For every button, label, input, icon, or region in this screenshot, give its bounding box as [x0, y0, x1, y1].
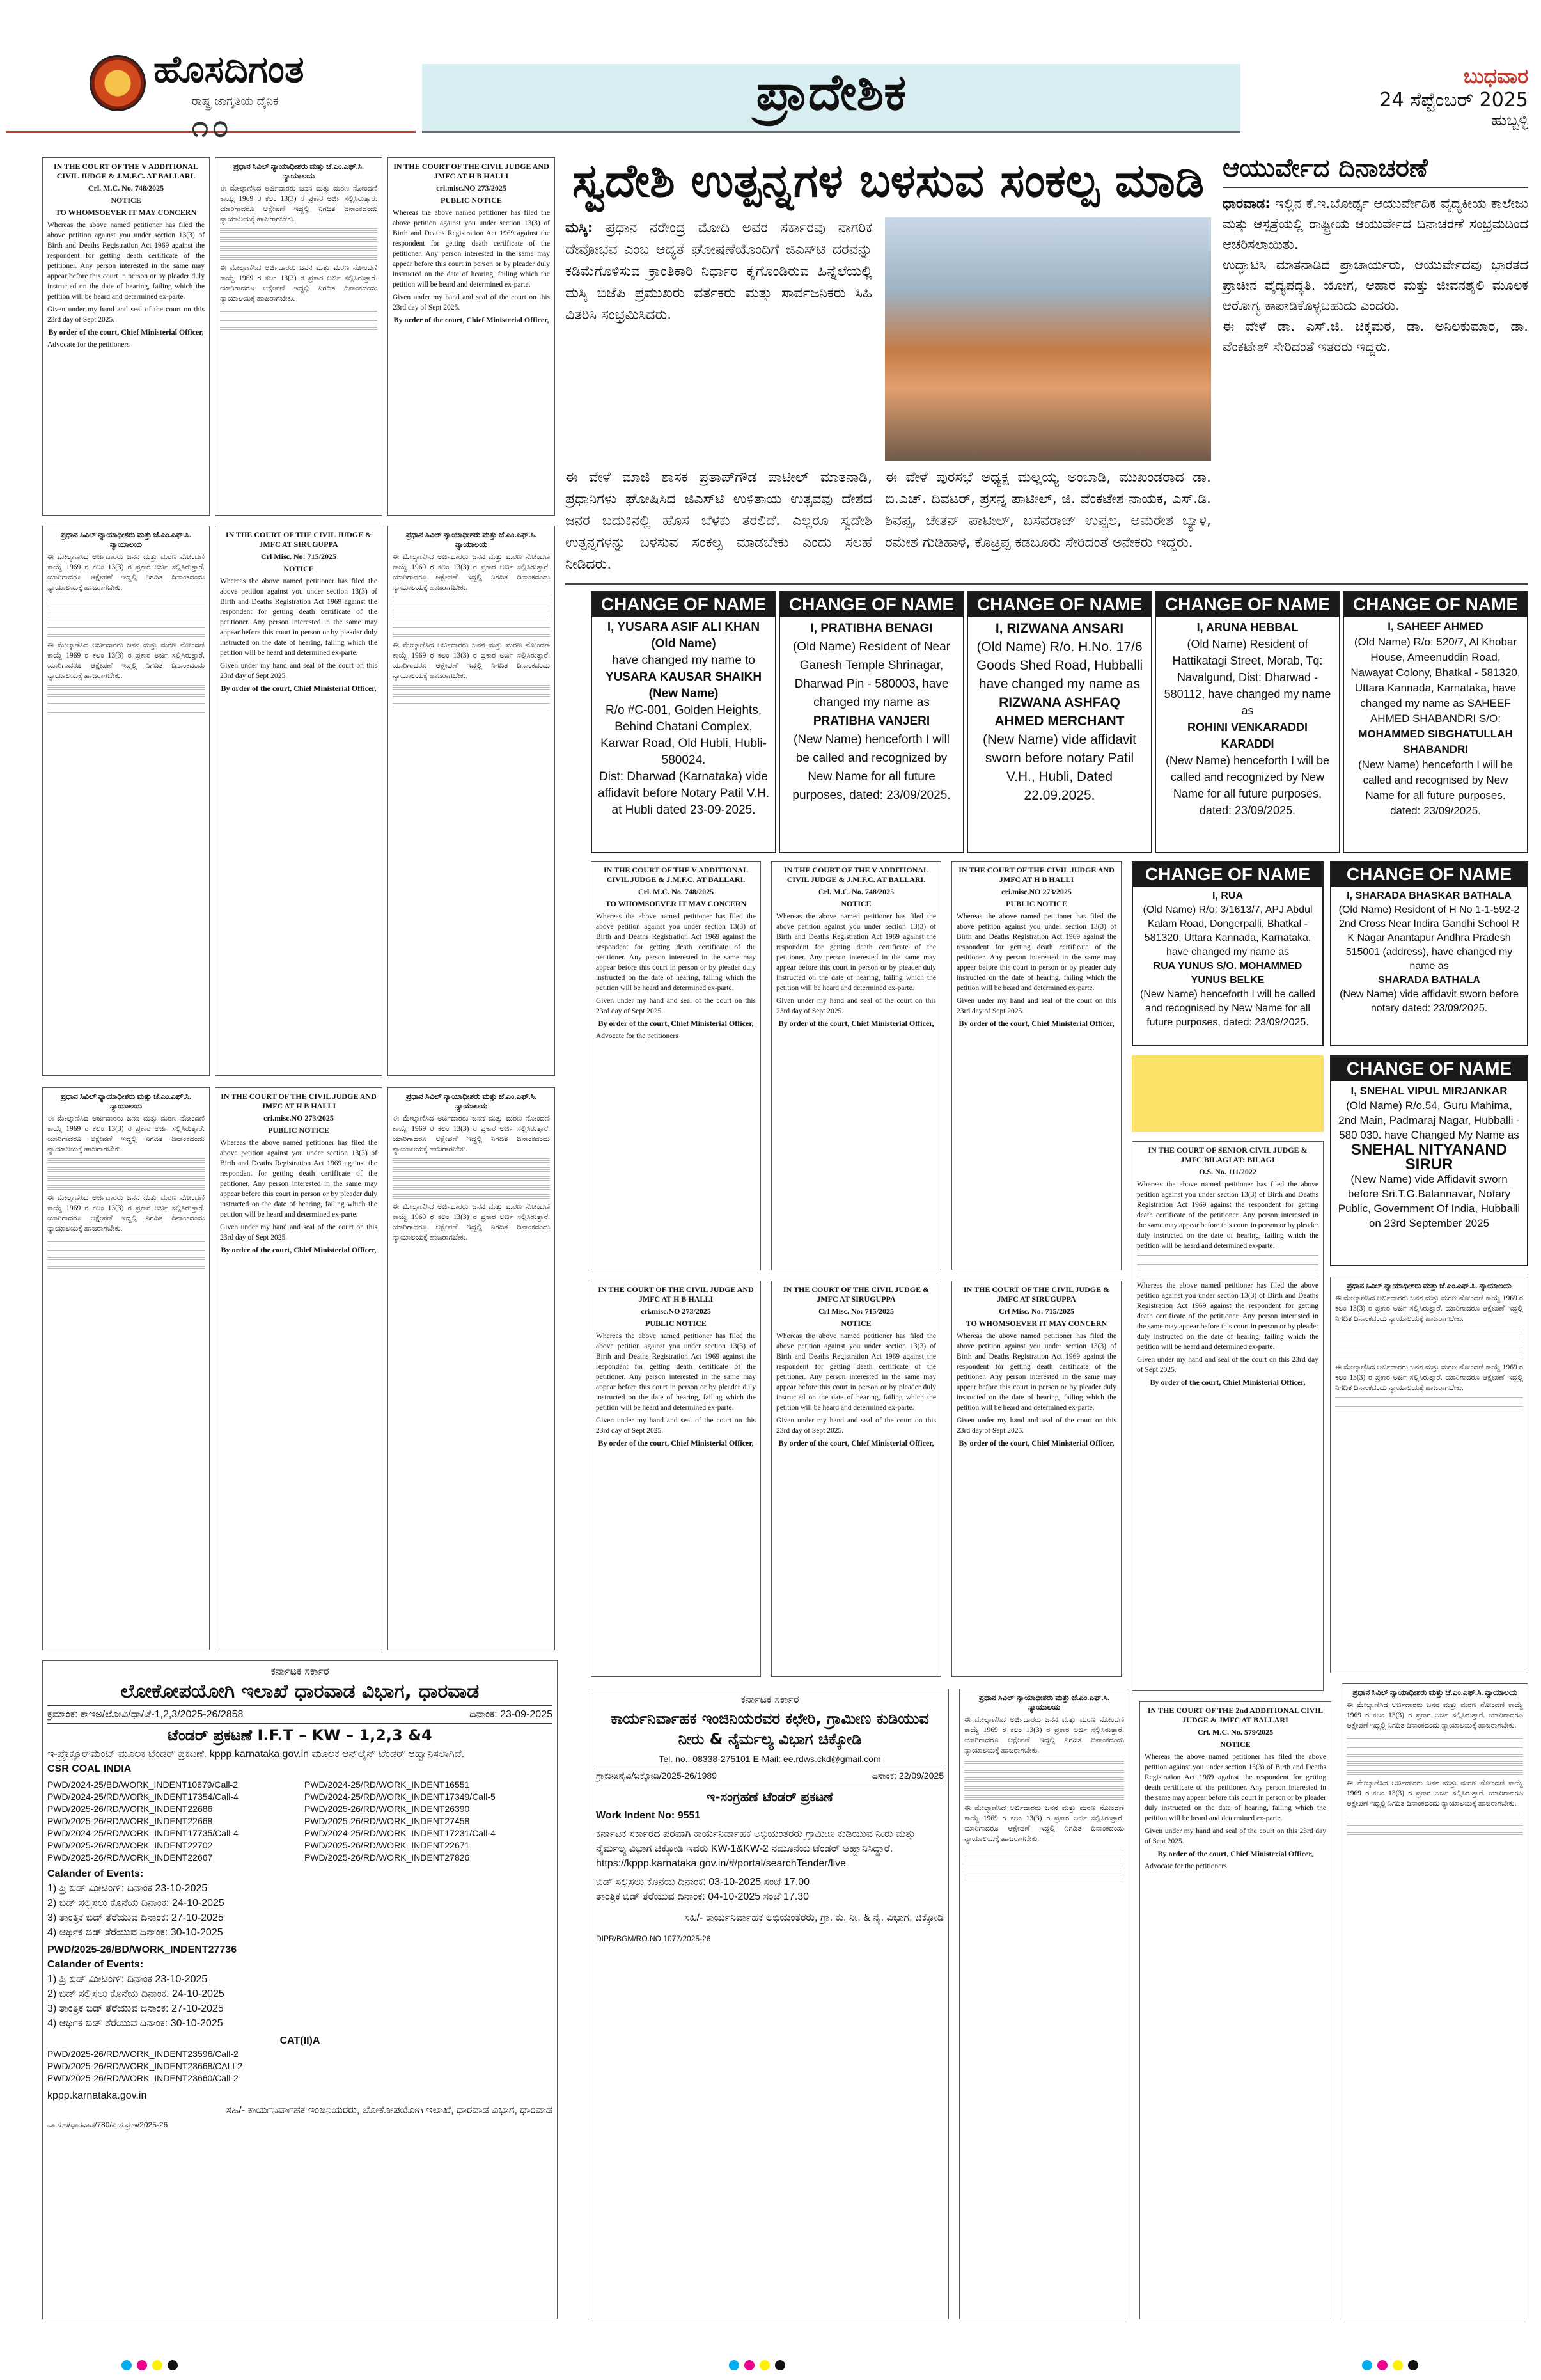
change-of-name-ad [1330, 1055, 1528, 1266]
indent-item: PWD/2024-25/RD/WORK_INDENT17735/Call-4 [47, 1828, 239, 1838]
ad-body [1156, 617, 1339, 821]
notice-given: Given under my hand and seal of the court on this 23rd day of Sept 2025. [220, 1224, 377, 1241]
notice-signatory: By order of the court, Chief Ministerial Officer, [1150, 1378, 1306, 1387]
edition-number: ೧೦ [192, 109, 233, 143]
notice-heading: IN THE COURT OF THE 2nd ADDITIONAL CIVIL JUDGE & JMFC AT BALLARI [1147, 1706, 1324, 1724]
notice-given: Given under my hand and seal of the court on this 23rd day of Sept 2025. [393, 294, 550, 311]
notice-heading: ಪ್ರಧಾನ ಸಿವಿಲ್ ನ್ಯಾಯಾಧೀಶರು ಮತ್ತು ಜೆ.ಎಂ.ಎಫ್.ಸಿ. ನ್ಯಾಯಾಲಯ [60, 530, 192, 549]
notice-heading: IN THE COURT OF THE CIVIL JUDGE & JMFC AT SIRUGUPPA [963, 1285, 1110, 1304]
court-notice-kannada [1330, 1277, 1528, 1673]
notice-signatory: By order of the court, Chief Ministerial Officer, [598, 1019, 754, 1028]
ad-line: (New Name) henceforth I will be called and recognised by New Name for all future purposes, dated: 23/09/2025. [1140, 989, 1315, 1028]
ad-line: (New Name) henceforth I will be called and recognized by New Name for all future purposes, dated: 23/09/2025. [1165, 754, 1330, 817]
dateline [1253, 64, 1528, 129]
notice-heading: IN THE COURT OF THE V ADDITIONAL CIVIL JUDGE & J.M.F.C. AT BALLARI. [53, 162, 199, 180]
brand-name: ಹೊಸದಿಗಂತ [153, 47, 304, 91]
indent-item: PWD/2025-26/RD/WORK_INDENT26390 [304, 1804, 470, 1814]
ad-line: I, RUA [1212, 890, 1243, 901]
notice-body: ಈ ಮೇಲ್ಕಾಣಿಸಿದ ಅರ್ಜಿದಾರರು ಜನನ ಮತ್ತು ಮರಣ ನೋಂದಣಿ ಕಾಯ್ದೆ 1969 ರ ಕಲಂ 13(3) ರ ಪ್ರಕಾರ ಅರ್ಜಿ ಸಲ್ಲಿಸಿರುತ್ತಾರೆ. ಯಾರಿಗಾದರೂ ಆಕ್ಷೇಪಣೆ ಇದ್ದಲ್ಲಿ ನಿಗದಿತ ದಿನಾಂಕದಂದು ನ್ಯಾಯಾಲಯಕ್ಕೆ ಹಾಜರಾಗಬೇಕು. [964, 1804, 1124, 1843]
notice-body: ಈ ಮೇಲ್ಕಾಣಿಸಿದ ಅರ್ಜಿದಾರರು ಜನನ ಮತ್ತು ಮರಣ ನೋಂದಣಿ ಕಾಯ್ದೆ 1969 ರ ಕಲಂ 13(3) ರ ಪ್ರಕಾರ ಅರ್ಜಿ ಸಲ್ಲಿಸಿರುತ್ತಾರೆ. ಯಾರಿಗಾದರೂ ಆಕ್ಷೇಪಣೆ ಇದ್ದಲ್ಲಿ ನಿಗದಿತ ದಿನಾಂಕದಂದು ನ್ಯಾಯಾಲಯಕ್ಕೆ ಹಾಜರಾಗಬೇಕು. [1335, 1364, 1523, 1392]
side-dateline: ಧಾರವಾಡ: [1223, 196, 1271, 211]
notice-heading: IN THE COURT OF THE CIVIL JUDGE AND JMFC AT H B HALLI [393, 162, 549, 180]
notice-body: Whereas the above named petitioner has filed the above petition against you under section 13(3) of Birth and Deaths Registration Act 1969 against the respondent for getting death certificate of the petitioner. Any person interested in the same may appear before this court in person or by pleader duly instructed on the date of hearing, failing which the petition will be heard and determined ex-parte. [957, 1332, 1116, 1412]
indent-item: PWD/2025-26/RD/WORK_INDENT23596/Call-2 [47, 2049, 239, 2059]
tender-signature: ಸಹಿ/- ಕಾರ್ಯನಿರ್ವಾಹಕ ಅಭಿಯಂತರರು, ಗ್ರಾ. ಕು. ನೀ. & ನೈ. ವಿಭಾಗ, ಚಿಕ್ಕೋಡಿ [684, 1912, 944, 1923]
notice-given: Given under my hand and seal of the court on this 23rd day of Sept 2025. [596, 1417, 756, 1435]
side-article-body [1223, 193, 1528, 255]
change-of-name-ad [1330, 861, 1528, 1046]
ad-line: (New Name) vide affidavit sworn before notary Patil V.H., Hubli, Dated 22.09.2025. [982, 732, 1137, 803]
indent-item: PWD/2025-26/RD/WORK_INDENT23660/Call-2 [47, 2073, 239, 2083]
ad-body [1331, 887, 1527, 1018]
tender-intro: ಇ-ಪ್ರೊಕ್ಯೂರ್‌ಮೆಂಟ್ ಮೂಲಕ ಟೆಂಡರ್ ಪ್ರಕಟಣೆ. kppp.karnataka.gov.in ಮೂಲಕ ಆನ್‌ಲೈನ್ ಟೆಂಡರ್ ಆಹ್ವಾನಿಸಲಾಗಿದೆ. [47, 1749, 465, 1760]
notice-given: Given under my hand and seal of the court on this 23rd day of Sept 2025. [1137, 1356, 1318, 1374]
yellow-filler-block [1132, 1055, 1324, 1132]
third-category: CAT(II)A [279, 2035, 320, 2046]
print-registration-marks [729, 2360, 785, 2370]
court-notice [1132, 1141, 1324, 1691]
tender-dipr: DIPR/BGM/RO.NO 1077/2025-26 [596, 1934, 711, 1943]
ad-heading: CHANGE OF NAME [780, 592, 963, 617]
ad-line: (New Name) henceforth I will be called and recognized by New Name for all future purposes, dated: 23/09/2025. [792, 733, 951, 802]
notice-body: ಈ ಮೇಲ್ಕಾಣಿಸಿದ ಅರ್ಜಿದಾರರು ಜನನ ಮತ್ತು ಮರಣ ನೋಂದಣಿ ಕಾಯ್ದೆ 1969 ರ ಕಲಂ 13(3) ರ ಪ್ರಕಾರ ಅರ್ಜಿ ಸಲ್ಲಿಸಿರುತ್ತಾರೆ. ಯಾರಿಗಾದರೂ ಆಕ್ಷೇಪಣೆ ಇದ್ದಲ್ಲಿ ನಿಗದಿತ ದಿನಾಂಕದಂದು ನ್ಯಾಯಾಲಯಕ್ಕೆ ಹಾಜರಾಗಬೇಕು. [1335, 1295, 1523, 1323]
issue-date: 24 ಸೆಪ್ಟೆಂಬರ್ 2025 [1379, 89, 1528, 111]
notice-body: Whereas the above named petitioner has filed the above petition against you under section 13(3) of Birth and Deaths Registration Act 1969 against the respondent for getting death certificate of the petitioner. Any person interested in the same may appear before this court in person or by pleader duly instructed on the date of hearing, failing which the petition will be heard and determined ex-parte. [220, 1139, 377, 1218]
notice-body: Whereas the above named petitioner has filed the above petition against you under section 13(3) of Birth and Deaths Registration Act 1969 against the respondent for getting death certificate of the petitioner. Any person interested in the same may appear before this court in person or by pleader duly instructed on the date of hearing, failing which the petition will be heard and determined ex-parte. [776, 913, 936, 992]
court-notice [951, 861, 1122, 1270]
indent-list [47, 1779, 552, 1864]
ad-line: I, RIZWANA ANSARI [995, 621, 1124, 636]
notice-signatory: By order of the court, Chief Ministerial Officer, [958, 1019, 1115, 1028]
notice-signatory: By order of the court, Chief Ministerial Officer, [958, 1438, 1115, 1447]
tender-deadline: ತಾಂತ್ರಿಕ ಬಿಡ್ ತೆರೆಯುವ ದಿನಾಂಕ: 04-10-2025 ಸಂಜೆ 17.30 [596, 1891, 810, 1902]
change-of-name-ad [591, 591, 776, 853]
ad-heading: CHANGE OF NAME [1156, 592, 1339, 617]
ad-heading: CHANGE OF NAME [592, 592, 775, 617]
ad-line: ROHINI VENKARADDI KARADDI [1187, 721, 1308, 750]
event-list [47, 1972, 552, 2031]
notice-label: PUBLIC NOTICE [1006, 899, 1067, 908]
event-item: 3) ತಾಂತ್ರಿಕ ಬಿಡ್ ತೆರೆಯುವ ದಿನಾಂಕ: 27-10-2025 [47, 2003, 224, 2014]
notice-heading: ಪ್ರಧಾನ ಸಿವಿಲ್ ನ್ಯಾಯಾಧೀಶರು ಮತ್ತು ಜೆ.ಎಂ.ಎಫ್.ಸಿ. ನ್ಯಾಯಾಲಯ [405, 1092, 537, 1110]
notice-body: ಈ ಮೇಲ್ಕಾಣಿಸಿದ ಅರ್ಜಿದಾರರು ಜನನ ಮತ್ತು ಮರಣ ನೋಂದಣಿ ಕಾಯ್ದೆ 1969 ರ ಕಲಂ 13(3) ರ ಪ್ರಕಾರ ಅರ್ಜಿ ಸಲ್ಲಿಸಿರುತ್ತಾರೆ. ಯಾರಿಗಾದರೂ ಆಕ್ಷೇಪಣೆ ಇದ್ದಲ್ಲಿ ನಿಗದಿತ ದಿನಾಂಕದಂದು ನ್ಯಾಯಾಲಯಕ್ಕೆ ಹಾಜರಾಗಬೇಕು. [964, 1716, 1124, 1754]
indent-item: PWD/2024-25/BD/WORK_INDENT10679/Call-2 [47, 1779, 238, 1790]
notice-case-number: Crl. M.C. No. 748/2025 [638, 887, 714, 896]
ad-heading: CHANGE OF NAME [1331, 862, 1527, 887]
notice-addressee: TO WHOMSOEVER IT MAY CONCERN [55, 208, 197, 217]
tender-signature: ಸಹಿ/- ಕಾರ್ಯನಿರ್ವಾಹಕ ಇಂಜಿನಿಯರರು, ಲೋಕೋಪಯೋಗಿ ಇಲಾಖೆ, ಧಾರವಾಡ ವಿಭಾಗ, ಧಾರವಾಡ [226, 2105, 552, 2116]
notice-given: Given under my hand and seal of the court on this 23rd day of Sept 2025. [957, 997, 1116, 1015]
indent-item: PWD/2024-25/RD/WORK_INDENT17349/Call-5 [304, 1792, 496, 1802]
notice-body: Whereas the above named petitioner has filed the above petition against you under section 13(3) of Birth and Deaths Registration Act 1969 against the respondent for getting death certificate of the petitioner. Any person interested in the same may appear before this court in person or by pleader duly instructed on the date of hearing, failing which the petition will be heard and determined ex-parte. [596, 913, 756, 992]
ad-line: SNEHAL NITYANAND SIRUR [1350, 1141, 1508, 1173]
notice-addressee: TO WHOMSOEVER IT MAY CONCERN [605, 899, 747, 908]
notice-heading: ಪ್ರಧಾನ ಸಿವಿಲ್ ನ್ಯಾಯಾಧೀಶರು ಮತ್ತು ಜೆ.ಎಂ.ಎಫ್.ಸಿ. ನ್ಯಾಯಾಲಯ [978, 1693, 1110, 1712]
court-notice-kannada [42, 1087, 210, 1650]
notice-heading: ಪ್ರಧಾನ ಸಿವಿಲ್ ನ್ಯಾಯಾಧೀಶರು ಮತ್ತು ಜೆ.ಎಂ.ಎಫ್.ಸಿ. ನ್ಯಾಯಾಲಯ [1347, 1281, 1512, 1290]
tender-title: ಕಾರ್ಯನಿರ್ವಾಹಕ ಇಂಜಿನಿಯರವರ ಕಛೇರಿ, ಗ್ರಾಮೀಣ ಕುಡಿಯುವ ನೀರು & ನೈರ್ಮಲ್ಯ ವಿಭಾಗ ಚಿಕ್ಕೋಡಿ [611, 1710, 929, 1748]
notice-body: ಈ ಮೇಲ್ಕಾಣಿಸಿದ ಅರ್ಜಿದಾರರು ಜನನ ಮತ್ತು ಮರಣ ನೋಂದಣಿ ಕಾಯ್ದೆ 1969 ರ ಕಲಂ 13(3) ರ ಪ್ರಕಾರ ಅರ್ಜಿ ಸಲ್ಲಿಸಿರುತ್ತಾರೆ. ಯಾರಿಗಾದರೂ ಆಕ್ಷೇಪಣೆ ಇದ್ದಲ್ಲಿ ನಿಗದಿತ ದಿನಾಂಕದಂದು ನ್ಯಾಯಾಲಯಕ್ಕೆ ಹಾಜರಾಗಬೇಕು. [1347, 1701, 1523, 1730]
notice-label: PUBLIC NOTICE [268, 1126, 329, 1135]
ad-line: (New Name) henceforth I will be called and recognised by New Name for all future purposes. dated: 23/09/2025. [1358, 759, 1513, 817]
indent-item: PWD/2025-26/RD/WORK_INDENT27458 [304, 1816, 470, 1826]
change-of-name-ad [1132, 861, 1324, 1046]
notice-heading: IN THE COURT OF THE CIVIL JUDGE AND JMFC AT H B HALLI [958, 865, 1115, 884]
magenta-mark-icon [1377, 2360, 1388, 2370]
court-notice [215, 526, 382, 1076]
notice-heading: ಪ್ರಧಾನ ಸಿವಿಲ್ ನ್ಯಾಯಾಧೀಶರು ಮತ್ತು ಜೆ.ಎಂ.ಎಫ್.ಸಿ. ನ್ಯಾಯಾಲಯ [1352, 1688, 1517, 1697]
notice-body: ಈ ಮೇಲ್ಕಾಣಿಸಿದ ಅರ್ಜಿದಾರರು ಜನನ ಮತ್ತು ಮರಣ ನೋಂದಣಿ ಕಾಯ್ದೆ 1969 ರ ಕಲಂ 13(3) ರ ಪ್ರಕಾರ ಅರ್ಜಿ ಸಲ್ಲಿಸಿರುತ್ತಾರೆ. ಯಾರಿಗಾದರೂ ಆಕ್ಷೇಪಣೆ ಇದ್ದಲ್ಲಿ ನಿಗದಿತ ದಿನಾಂಕದಂದು ನ್ಯಾಯಾಲಯಕ್ಕೆ ಹಾಜರಾಗಬೇಕು. [393, 1203, 550, 1241]
pwd-tender-notice [42, 1660, 558, 2319]
ad-heading: CHANGE OF NAME [1133, 862, 1322, 887]
ad-line: have changed my name to [612, 654, 755, 667]
notice-label: PUBLIC NOTICE [441, 196, 502, 205]
notice-given: Given under my hand and seal of the court on this 23rd day of Sept 2025. [776, 997, 936, 1015]
notice-heading: ಪ್ರಧಾನ ಸಿವಿಲ್ ನ್ಯಾಯಾಧೀಶರು ಮತ್ತು ಜೆ.ಎಂ.ಎಫ್.ಸಿ. ನ್ಯಾಯಾಲಯ [405, 530, 537, 549]
rdws-tender-notice [591, 1689, 949, 2319]
indent-item: PWD/2024-25/RD/WORK_INDENT16551 [304, 1779, 470, 1790]
notice-signatory: By order of the court, Chief Ministerial Officer, [221, 684, 377, 693]
ad-body [1344, 617, 1527, 821]
ad-line: MOHAMMED SIBGHATULLAH SHABANDRI [1358, 728, 1513, 755]
notice-advocate: Advocate for the petitioners [47, 341, 130, 349]
notice-given: Given under my hand and seal of the court on this 23rd day of Sept 2025. [776, 1417, 936, 1435]
ad-line: (Old Name) Resident of H No 1-1-592-2 2nd Cross Near Indira Gandhi School R K Nagar Anantapur Andhra Pradesh 515001 (address), have changed my name as [1338, 904, 1520, 972]
notice-label: PUBLIC NOTICE [645, 1319, 707, 1328]
change-of-name-ad [1155, 591, 1340, 853]
notice-body: ಈ ಮೇಲ್ಕಾಣಿಸಿದ ಅರ್ಜಿದಾರರು ಜನನ ಮತ್ತು ಮರಣ ನೋಂದಣಿ ಕಾಯ್ದೆ 1969 ರ ಕಲಂ 13(3) ರ ಪ್ರಕಾರ ಅರ್ಜಿ ಸಲ್ಲಿಸಿರುತ್ತಾರೆ. ಯಾರಿಗಾದರೂ ಆಕ್ಷೇಪಣೆ ಇದ್ದಲ್ಲಿ ನಿಗದಿತ ದಿನಾಂಕದಂದು ನ್ಯಾಯಾಲಯಕ್ಕೆ ಹಾಜರಾಗಬೇಕು. [47, 553, 205, 592]
notice-case-number: cri.misc.NO 273/2025 [436, 184, 506, 193]
notice-given: Given under my hand and seal of the court on this 23rd day of Sept 2025. [957, 1417, 1116, 1435]
indent-item: PWD/2025-26/RD/WORK_INDENT22671 [304, 1840, 470, 1850]
side-article [1223, 154, 1528, 576]
tender-ref: ಗ್ರಾಕುನೀನೈವಿ/ಚಿಕ್ಕೋಡಿ/2025-26/1989 [596, 1770, 717, 1781]
masthead [0, 0, 1541, 147]
ad-line: PRATIBHA VANJERI [813, 714, 930, 728]
ad-heading: CHANGE OF NAME [1344, 592, 1527, 617]
cyan-mark-icon [1362, 2360, 1372, 2370]
lead-article-body [565, 217, 872, 326]
event-item: 2) ಬಿಡ್ ಸಲ್ಲಿಸಲು ಕೊನೆಯ ದಿನಾಂಕ: 24-10-2025 [47, 1989, 224, 1999]
notice-signatory: By order of the court, Chief Ministerial Officer, [393, 315, 549, 324]
ad-body [968, 617, 1151, 807]
cyan-mark-icon [729, 2360, 739, 2370]
notice-body: Whereas the above named petitioner has filed the above petition against you under section 13(3) of Birth and Deaths Registration Act 1969 against the respondent for getting death certificate of the petitioner. Any person interested in the same may appear before this court in person or by pleader duly instructed on the date of hearing, failing which the petition will be heard and determined ex-parte. [1137, 1181, 1318, 1250]
indent-item: PWD/2025-26/RD/WORK_INDENT27826 [304, 1852, 470, 1863]
tender-government: ಕರ್ನಾಟಕ ಸರ್ಕಾರ [740, 1693, 799, 1705]
notice-signatory: By order of the court, Chief Ministerial Officer, [778, 1438, 934, 1447]
ad-line: I, SAHEEF AHMED [1388, 620, 1483, 633]
notice-body: Whereas the above named petitioner has filed the above petition against you under section 13(3) of Birth and Deaths Registration Act 1969 against the respondent for getting death certificate of the petitioner. Any person interested in the same may appear before this court in person or by pleader duly instructed on the date of hearing, failing which the petition will be heard and determined ex-parte. [47, 221, 205, 301]
tender-dipr: ವಾ.ಸ.ಇ/ಧಾರವಾಡ/780/ವಿ.ಸ.ಪ್ರ.ಇ/2025-26 [47, 2120, 168, 2129]
ad-line: YUSARA KAUSAR SHAIKH (New Name) [605, 670, 762, 700]
ad-line: (Old Name) R/o.54, Guru Mahima, 2nd Main, Padmaraj Nagar, Hubballi - 580 030. have Changed My Name as [1338, 1099, 1520, 1141]
notice-body: ಈ ಮೇಲ್ಕಾಣಿಸಿದ ಅರ್ಜಿದಾರರು ಜನನ ಮತ್ತು ಮರಣ ನೋಂದಣಿ ಕಾಯ್ದೆ 1969 ರ ಕಲಂ 13(3) ರ ಪ್ರಕಾರ ಅರ್ಜಿ ಸಲ್ಲಿಸಿರುತ್ತಾರೆ. ಯಾರಿಗಾದರೂ ಆಕ್ಷೇಪಣೆ ಇದ್ದಲ್ಲಿ ನಿಗದಿತ ದಿನಾಂಕದಂದು ನ್ಯಾಯಾಲಯಕ್ಕೆ ಹಾಜರಾಗಬೇಕು. [47, 1194, 205, 1233]
event-item: 4) ಆರ್ಥಿಕ ಬಿಡ್ ತೆರೆಯುವ ದಿನಾಂಕ: 30-10-2025 [47, 2018, 223, 2029]
court-notice [215, 1087, 382, 1650]
calendar-heading: Calander of Events: [47, 1959, 144, 1970]
magenta-mark-icon [137, 2360, 147, 2370]
magenta-mark-icon [744, 2360, 755, 2370]
indent-item: PWD/2025-26/RD/WORK_INDENT22668 [47, 1816, 213, 1826]
lead-article-title: ಸ್ವದೇಶಿ ಉತ್ಪನ್ನಗಳ ಬಳಸುವ ಸಂಕಲ್ಪ ಮಾಡಿ [572, 154, 1205, 207]
ad-line: (Old Name) R/o: 520/7, Al Khobar House, Ameenuddin Road, Nawayat Colony, Bhatkal - 581320, Uttara Kannada, Karnataka, have changed my name as SAHEEF AHMED SHABANDRI S/O: [1350, 636, 1521, 725]
notice-case-number: Crl. M.C. No. 748/2025 [818, 887, 895, 896]
ad-line: Dist: Dharwad (Karnataka) vide affidavit before Notary Patil V.H. at Hubli dated 23-09-2025. [597, 770, 770, 817]
ad-line: RIZWANA ASHFAQ AHMED MERCHANT [994, 695, 1125, 729]
ad-line: (Old Name) R/o: 3/1613/7, APJ Abdul Kalam Road, Dongerpalli, Bhatkal - 581320, Uttara Kannada, Karnataka, have changed my name as [1143, 904, 1313, 958]
indent-item: PWD/2024-25/RD/WORK_INDENT17354/Call-4 [47, 1792, 239, 1802]
notice-heading: ಪ್ರಧಾನ ಸಿವಿಲ್ ನ್ಯಾಯಾಧೀಶರು ಮತ್ತು ಜೆ.ಎಂ.ಎಫ್.ಸಿ. ನ್ಯಾಯಾಲಯ [60, 1092, 192, 1110]
tender-date: ದಿನಾಂಕ: 22/09/2025 [872, 1770, 944, 1781]
court-notice [1139, 1701, 1331, 2319]
cyan-mark-icon [121, 2360, 132, 2370]
yellow-mark-icon [760, 2360, 770, 2370]
ad-body [1133, 887, 1322, 1032]
notice-body: ಈ ಮೇಲ್ಕಾಣಿಸಿದ ಅರ್ಜಿದಾರರು ಜನನ ಮತ್ತು ಮರಣ ನೋಂದಣಿ ಕಾಯ್ದೆ 1969 ರ ಕಲಂ 13(3) ರ ಪ್ರಕಾರ ಅರ್ಜಿ ಸಲ್ಲಿಸಿರುತ್ತಾರೆ. ಯಾರಿಗಾದರೂ ಆಕ್ಷೇಪಣೆ ಇದ್ದಲ್ಲಿ ನಿಗದಿತ ದಿನಾಂಕದಂದು ನ್ಯಾಯಾಲಯಕ್ಕೆ ಹಾಜರಾಗಬೇಕು. [47, 1115, 205, 1153]
ad-line: I, YUSARA ASIF ALI KHAN (Old Name) [607, 620, 760, 650]
court-notice-kannada [387, 526, 555, 1076]
side-paragraph: ಇಲ್ಲಿನ ಕೆ.ಇ.ಬೋರ್ಡ್ಸ ಆಯುರ್ವೇದಿಕ ವೈದ್ಯಕೀಯ ಕಾಲೇಜು ಮತ್ತು ಆಸ್ಪತ್ರೆಯಲ್ಲಿ ರಾಷ್ಟ್ರೀಯ ಆಯುರ್ವೇದ ದಿನಾಚರಣೆ ಸಂಭ್ರಮದಿಂದ ಆಚರಿಸಲಾಯಿತು. [1223, 196, 1528, 252]
court-notice-kannada [42, 526, 210, 1076]
notice-body: Whereas the above named petitioner has filed the above petition against you under section 13(3) of Birth and Deaths Registration Act 1969 against the respondent for getting death certificate of the petitioner. Any person interested in the same may appear before this court in person or by pleader duly instructed on the date of hearing, failing which the petition will be heard and determined ex-parte. [220, 578, 377, 657]
event-list [47, 1881, 552, 1940]
indent-item: PWD/2025-26/RD/WORK_INDENT22702 [47, 1840, 213, 1850]
notice-case-number: Crl Misc. No: 715/2025 [999, 1307, 1074, 1316]
notice-advocate: Advocate for the petitioners [596, 1032, 678, 1040]
notice-advocate: Advocate for the petitioners [1145, 1863, 1227, 1870]
notice-body: Whereas the above named petitioner has filed the above petition against you under section 13(3) of Birth and Deaths Registration Act 1969 against the respondent for getting death certificate of the petitioner. Any person interested in the same may appear before this court in person or by pleader duly instructed on the date of hearing, failing which the petition will be heard and determined ex-parte. [776, 1332, 936, 1412]
court-notice-kannada [959, 1689, 1129, 2319]
notice-label: NOTICE [1220, 1740, 1251, 1749]
lead-paragraph: ಪ್ರಧಾನ ನರೇಂದ್ರ ಮೋದಿ ಅವರ ಸರ್ಕಾರವು ನಾಗರಿಕ ದೇವೋಭವ ಎಂಬ ಆದ್ಯತೆ ಘೋಷಣೆಯೊಂದಿಗೆ ಜಿಎಸ್‌ಟಿ ದರವನ್ನು ಕಡಿಮೆಗೊಳಿಸುವ ಕ್ರಾಂತಿಕಾರಿ ನಿರ್ಧಾರ ಕೈಗೊಂಡಿರುವ ಹಿನ್ನೆಲೆಯಲ್ಲಿ ಮಸ್ಕಿ ಬಿಜೆಪಿ ಪ್ರಮುಖರು ವರ್ತಕರು ಮತ್ತು ಸಾರ್ವಜನಿಕರು ಸಿಹಿ ವಿತರಿಸಿ ಸಂಭ್ರಮಿಸಿದರು. [565, 220, 872, 323]
notice-body: ಈ ಮೇಲ್ಕಾಣಿಸಿದ ಅರ್ಜಿದಾರರು ಜನನ ಮತ್ತು ಮರಣ ನೋಂದಣಿ ಕಾಯ್ದೆ 1969 ರ ಕಲಂ 13(3) ರ ಪ್ರಕಾರ ಅರ್ಜಿ ಸಲ್ಲಿಸಿರುತ್ತಾರೆ. ಯಾರಿಗಾದರೂ ಆಕ್ಷೇಪಣೆ ಇದ್ದಲ್ಲಿ ನಿಗದಿತ ದಿನಾಂಕದಂದು ನ್ಯಾಯಾಲಯಕ್ಕೆ ಹಾಜರಾಗಬೇಕು. [393, 553, 550, 592]
indent-item: PWD/2024-25/RD/WORK_INDENT17231/Call-4 [304, 1828, 496, 1838]
notice-case-number: Crl. M.C. No. 579/2025 [1197, 1728, 1274, 1737]
change-of-name-ad [1343, 591, 1528, 853]
tender-date: ದಿನಾಂಕ: 23-09-2025 [469, 1709, 552, 1720]
yellow-mark-icon [1393, 2360, 1403, 2370]
section-divider [565, 583, 1528, 585]
tender-heading: ಟೆಂಡರ್ ಪ್ರಕಟಣೆ I.F.T – KW – 1,2,3 &4 [168, 1726, 432, 1744]
ad-heading: CHANGE OF NAME [968, 592, 1151, 617]
notice-given: Given under my hand and seal of the court on this 23rd day of Sept 2025. [1145, 1827, 1326, 1845]
notice-signatory: By order of the court, Chief Ministerial Officer, [221, 1245, 377, 1254]
ad-line: I, SHARADA BHASKAR BATHALA [1347, 890, 1512, 901]
notice-label: NOTICE [841, 899, 872, 908]
notice-label: NOTICE [841, 1319, 872, 1328]
notice-body: Whereas the above named petitioner has filed the above petition against you under section 13(3) of Birth and Deaths Registration Act 1969 against the respondent for getting death certificate of the petitioner. Any person interested in the same may appear before this court in person or by pleader duly instructed on the date of hearing, failing which the petition will be heard and determined ex-parte. [1137, 1282, 1318, 1351]
tender-government: ಕರ್ನಾಟಕ ಸರ್ಕಾರ [270, 1665, 329, 1677]
indent-item: PWD/2025-26/RD/WORK_INDENT23668/CALL2 [47, 2061, 243, 2071]
black-mark-icon [168, 2360, 178, 2370]
notice-signatory: By order of the court, Chief Ministerial Officer, [598, 1438, 754, 1447]
ad-line: I, ARUNA HEBBAL [1196, 621, 1299, 634]
ad-line: R/o #C-001, Golden Heights, Behind Chatani Complex, Karwar Road, Old Hubli, Hubli-580024. [600, 704, 767, 767]
notice-case-number: cri.misc.NO 273/2025 [263, 1114, 334, 1123]
notice-case-number: Crl Misc. No: 715/2025 [818, 1307, 894, 1316]
side-article-title: ಆಯುರ್ವೇದ ದಿನಾಚರಣೆ [1223, 154, 1528, 188]
notice-heading: IN THE COURT OF THE CIVIL JUDGE AND JMFC AT H B HALLI [221, 1092, 377, 1110]
notice-heading: IN THE COURT OF THE CIVIL JUDGE AND JMFC AT H B HALLI [598, 1285, 754, 1304]
notice-addressee: TO WHOMSOEVER IT MAY CONCERN [966, 1319, 1107, 1328]
print-registration-marks [121, 2360, 178, 2370]
notice-given: Given under my hand and seal of the court on this 23rd day of Sept 2025. [220, 662, 377, 680]
side-paragraph: ಈ ವೇಳೆ ಡಾ. ಎಸ್.ಜಿ. ಚಿಕ್ಕಮಠ, ಡಾ. ಅನಿಲಕುಮಾರ, ಡಾ. ವೆಂಕಟೇಶ್ ಸೇರಿದಂತೆ ಇತರರು ಇದ್ದರು. [1223, 319, 1528, 354]
black-mark-icon [775, 2360, 785, 2370]
notice-given: Given under my hand and seal of the court on this 23rd day of Sept 2025. [47, 306, 205, 324]
indent-item: PWD/2025-26/RD/WORK_INDENT22667 [47, 1852, 213, 1863]
lead-article [565, 154, 1211, 576]
section-title: ಪ್ರಾದೇಶಿಕ [756, 64, 907, 122]
ad-body [1331, 1081, 1527, 1233]
notice-signatory: By order of the court, Chief Ministerial Officer, [48, 327, 204, 336]
event-item: 3) ತಾಂತ್ರಿಕ ಬಿಡ್ ತೆರೆಯುವ ದಿನಾಂಕ: 27-10-2025 [47, 1912, 224, 1923]
event-photo [885, 217, 1211, 461]
tender-deadline: ಬಿಡ್ ಸಲ್ಲಿಸಲು ಕೊನೆಯ ದಿನಾಂಕ: 03-10-2025 ಸಂಜೆ 17.00 [596, 1877, 810, 1887]
lead-paragraph: ಈ ವೇಳೆ ಪುರಸಭೆ ಅಧ್ಯಕ್ಷ ಮಲ್ಲಯ್ಯ ಅಂಬಾಡಿ, ಮುಖಂಡರಾದ ಡಾ. ಬಿ.ಎಚ್. ದಿವಟರ್, ಪ್ರಸನ್ನ ಪಾಟೀಲ್, ಜಿ. ವೆಂಕಟೇಶ ನಾಯಕ, ಎಸ್.ಡಿ. ಶಿವಪ್ಪ, ಚೇತನ್ ಪಾಟೀಲ್, ಬಸವರಾಜ್ ಉಪ್ಪಲ, ಅಮರೇಶ ಬ್ಯಾಳಿ, ರಮೇಶ ಗುಡಿಹಾಳ, ಕೊಟ್ರಪ್ಪ ಕಡಬೂರು ಸೇರಿದಂತೆ ಅನೇಕರು ಇದ್ದರು. [885, 469, 1211, 551]
notice-case-number: cri.misc.NO 273/2025 [641, 1307, 711, 1316]
tender-body: ಕರ್ನಾಟಕ ಸರ್ಕಾರದ ಪರವಾಗಿ ಕಾರ್ಯನಿರ್ವಾಹಕ ಅಭಿಯಂತರರು ಗ್ರಾಮೀಣ ಕುಡಿಯುವ ನೀರು ಮತ್ತು ನೈರ್ಮಲ್ಯ ವಿಭಾಗ ಚಿಕ್ಕೋಡಿ ಇವರು KW-1&KW-2 ನಮೂನೆಯ ಟೆಂಡರ್ ಆಹ್ವಾನಿಸಿದ್ದಾರೆ. https://kppp.karnataka.gov.in/#/portal/searchTender/live [596, 1829, 916, 1869]
court-notice [771, 1281, 941, 1677]
tender-csr: CSR COAL INDIA [47, 1763, 132, 1774]
court-notice [591, 861, 761, 1270]
indent-list [47, 2048, 552, 2084]
court-notice [951, 1281, 1122, 1677]
notice-body: ಈ ಮೇಲ್ಕಾಣಿಸಿದ ಅರ್ಜಿದಾರರು ಜನನ ಮತ್ತು ಮರಣ ನೋಂದಣಿ ಕಾಯ್ದೆ 1969 ರ ಕಲಂ 13(3) ರ ಪ್ರಕಾರ ಅರ್ಜಿ ಸಲ್ಲಿಸಿರುತ್ತಾರೆ. ಯಾರಿಗಾದರೂ ಆಕ್ಷೇಪಣೆ ಇದ್ದಲ್ಲಿ ನಿಗದಿತ ದಿನಾಂಕದಂದು ನ್ಯಾಯಾಲಯಕ್ಕೆ ಹಾಜರಾಗಬೇಕು. [220, 185, 377, 223]
second-indent: PWD/2025-26/BD/WORK_INDENT27736 [47, 1944, 237, 1955]
ad-line: (Old Name) Resident of Hattikatagi Street, Morab, Tq: Navalgund, Dist: Dharwad - 580112, have changed my name as [1164, 638, 1331, 717]
notice-body: Whereas the above named petitioner has filed the above petition against you under section 13(3) of Birth and Deaths Registration Act 1969 against the respondent for getting death certificate of the petitioner. Any person interested in the same may appear before this court in person or by pleader duly instructed on the date of hearing, failing which the petition will be heard and determined ex-parte. [957, 913, 1116, 992]
notice-given: Given under my hand and seal of the court on this 23rd day of Sept 2025. [596, 997, 756, 1015]
notice-case-number: cri.misc.NO 273/2025 [1001, 887, 1072, 896]
court-notice-kannada [387, 1087, 555, 1650]
notice-label: NOTICE [283, 564, 314, 573]
court-notice [591, 1281, 761, 1677]
notice-body: ಈ ಮೇಲ್ಕಾಣಿಸಿದ ಅರ್ಜಿದಾರರು ಜನನ ಮತ್ತು ಮರಣ ನೋಂದಣಿ ಕಾಯ್ದೆ 1969 ರ ಕಲಂ 13(3) ರ ಪ್ರಕಾರ ಅರ್ಜಿ ಸಲ್ಲಿಸಿರುತ್ತಾರೆ. ಯಾರಿಗಾದರೂ ಆಕ್ಷೇಪಣೆ ಇದ್ದಲ್ಲಿ ನಿಗದಿತ ದಿನಾಂಕದಂದು ನ್ಯಾಯಾಲಯಕ್ಕೆ ಹಾಜರಾಗಬೇಕು. [393, 642, 550, 680]
ad-line: (New Name) vide Affidavit sworn before Sri.T.G.Balannavar, Notary Public, Government Of India, Hubballi on 23rd September 2025 [1338, 1173, 1521, 1229]
notice-body: Whereas the above named petitioner has filed the above petition against you under section 13(3) of Birth and Deaths Registration Act 1969 against the respondent for getting death certificate of the petitioner. Any person interested in the same may appear before this court in person or by pleader duly instructed on the date of hearing, failing which the petition will be heard and determined ex-parte. [596, 1332, 756, 1412]
side-paragraph: ಉದ್ಘಾಟಿಸಿ ಮಾತನಾಡಿದ ಪ್ರಾಚಾರ್ಯರು, ಆಯುರ್ವೇದವು ಭಾರತದ ಪ್ರಾಚೀನ ವೈದ್ಯಪದ್ಧತಿ. ಯೋಗ, ಆಹಾರ ಮತ್ತು ಜೀವನಶೈಲಿ ಮೂಲಕ ಆರೋಗ್ಯ ಕಾಪಾಡಿಕೊಳ್ಳಬಹುದು ಎಂದರು. [1223, 257, 1528, 313]
event-item: 2) ಬಿಡ್ ಸಲ್ಲಿಸಲು ಕೊನೆಯ ದಿನಾಂಕ: 24-10-2025 [47, 1898, 224, 1909]
notice-heading: IN THE COURT OF THE V ADDITIONAL CIVIL JUDGE & J.M.F.C. AT BALLARI. [783, 865, 929, 884]
calendar-heading: Calander of Events: [47, 1868, 144, 1879]
yellow-mark-icon [152, 2360, 162, 2370]
brand-tagline: ರಾಷ್ಟ್ರ ಜಾಗೃತಿಯ ದೈನಿಕ [192, 95, 279, 108]
notice-signatory: By order of the court, Chief Ministerial Officer, [1157, 1849, 1313, 1858]
print-registration-marks [1362, 2360, 1418, 2370]
ad-line: SHARADA BATHALA [1378, 975, 1480, 986]
ad-line: I, PRATIBHA BENAGI [810, 622, 933, 635]
tender-heading: ಇ-ಸಂಗ್ರಹಣೆ ಟೆಂಡರ್ ಪ್ರಕಟಣೆ [707, 1789, 833, 1804]
tender-ref: ಕ್ರಮಾಂಕ: ಕಾಇಅ/ಲೋವಿ/ಧಾ/ಟೆ-1,2,3/2025-26/2858 [47, 1709, 244, 1720]
notice-signatory: By order of the court, Chief Ministerial Officer, [778, 1019, 934, 1028]
lead-paragraph: ಈ ವೇಳೆ ಮಾಜಿ ಶಾಸಕ ಪ್ರತಾಪ್‌ಗೌಡ ಪಾಟೀಲ್ ಮಾತನಾಡಿ, ಪ್ರಧಾನಿಗಳು ಘೋಷಿಸಿದ ಜಿಎಸ್‌ಟಿ ಉಳಿತಾಯ ಉತ್ಸವವು ದೇಶದ ಜನರ ಬದುಕಿನಲ್ಲಿ ಹೊಸ ಬೆಳಕು ತರಲಿದೆ. ಎಲ್ಲರೂ ಸ್ವದೇಶಿ ಉತ್ಪನ್ನಗಳನ್ನು ಬಳಸುವ ಸಂಕಲ್ಪ ಮಾಡಬೇಕು ಎಂದು ಸಲಹೆ ನೀಡಿದರು. [565, 469, 872, 572]
court-notice-kannada [1342, 1683, 1528, 2319]
sun-logo-icon [90, 55, 146, 111]
ad-line: (New Name) vide affidavit sworn before notary dated: 23/09/2025. [1340, 989, 1519, 1014]
notice-heading: IN THE COURT OF SENIOR CIVIL JUDGE & JMFC,BILAGI AT: BILAGI [1148, 1146, 1308, 1164]
lead-dateline: ಮಸ್ಕಿ: [565, 220, 593, 236]
court-notice [42, 157, 210, 516]
edition-city: ಹುಬ್ಬಳ್ಳಿ [1491, 111, 1528, 129]
notice-case-number: O.S. No. 111/2022 [1199, 1167, 1256, 1176]
ad-line: RUA YUNUS S/O. MOHAMMED YUNUS BELKE [1153, 961, 1302, 986]
notice-body: ಈ ಮೇಲ್ಕಾಣಿಸಿದ ಅರ್ಜಿದಾರರು ಜನನ ಮತ್ತು ಮರಣ ನೋಂದಣಿ ಕಾಯ್ದೆ 1969 ರ ಕಲಂ 13(3) ರ ಪ್ರಕಾರ ಅರ್ಜಿ ಸಲ್ಲಿಸಿರುತ್ತಾರೆ. ಯಾರಿಗಾದರೂ ಆಕ್ಷೇಪಣೆ ಇದ್ದಲ್ಲಿ ನಿಗದಿತ ದಿನಾಂಕದಂದು ನ್ಯಾಯಾಲಯಕ್ಕೆ ಹಾಜರಾಗಬೇಕು. [47, 642, 205, 680]
notice-heading: ಪ್ರಧಾನ ಸಿವಿಲ್ ನ್ಯಾಯಾಧೀಶರು ಮತ್ತು ಜೆ.ಎಂ.ಎಫ್.ಸಿ. ನ್ಯಾಯಾಲಯ [233, 162, 364, 180]
notice-case-number: Crl. M.C. No. 748/2025 [88, 184, 164, 193]
tender-contact: Tel. no.: 08338-275101 E-Mail: ee.rdws.ckd@gmail.com [659, 1754, 881, 1764]
notice-heading: IN THE COURT OF THE V ADDITIONAL CIVIL JUDGE & J.M.F.C. AT BALLARI. [603, 865, 749, 884]
weekday: ಬುಧವಾರ [1463, 64, 1528, 88]
ad-body [780, 617, 963, 807]
court-notice-kannada [215, 157, 382, 516]
notice-label: NOTICE [111, 196, 141, 205]
notice-body: Whereas the above named petitioner has filed the above petition against you under section 13(3) of Birth and Deaths Registration Act 1969 against the respondent for getting death certificate of the petitioner. Any person interested in the same may appear before this court in person or by pleader duly instructed on the date of hearing, failing which the petition will be heard and determined ex-parte. [1145, 1753, 1326, 1822]
notice-body: ಈ ಮೇಲ್ಕಾಣಿಸಿದ ಅರ್ಜಿದಾರರು ಜನನ ಮತ್ತು ಮರಣ ನೋಂದಣಿ ಕಾಯ್ದೆ 1969 ರ ಕಲಂ 13(3) ರ ಪ್ರಕಾರ ಅರ್ಜಿ ಸಲ್ಲಿಸಿರುತ್ತಾರೆ. ಯಾರಿಗಾದರೂ ಆಕ್ಷೇಪಣೆ ಇದ್ದಲ್ಲಿ ನಿಗದಿತ ದಿನಾಂಕದಂದು ನ್ಯಾಯಾಲಯಕ್ಕೆ ಹಾಜರಾಗಬೇಕು. [220, 264, 377, 303]
notice-case-number: Crl Misc. No: 715/2025 [261, 552, 336, 561]
ad-line: (Old Name) R/o. H.No. 17/6 Goods Shed Road, Hubballi have changed my name as [976, 640, 1143, 691]
black-mark-icon [1408, 2360, 1418, 2370]
ad-heading: CHANGE OF NAME [1331, 1057, 1527, 1081]
event-item: 4) ಆರ್ಥಿಕ ಬಿಡ್ ತೆರೆಯುವ ದಿನಾಂಕ: 30-10-2025 [47, 1927, 223, 1938]
change-of-name-ad [967, 591, 1152, 853]
court-notice [771, 861, 941, 1270]
work-indent: Work Indent No: 9551 [596, 1810, 701, 1821]
ad-body [592, 617, 775, 821]
ad-line: (Old Name) Resident of Near Ganesh Temple Shrinagar, Dharwad Pin - 580003, have changed my name as [792, 640, 951, 709]
notice-body: ಈ ಮೇಲ್ಕಾಣಿಸಿದ ಅರ್ಜಿದಾರರು ಜನನ ಮತ್ತು ಮರಣ ನೋಂದಣಿ ಕಾಯ್ದೆ 1969 ರ ಕಲಂ 13(3) ರ ಪ್ರಕಾರ ಅರ್ಜಿ ಸಲ್ಲಿಸಿರುತ್ತಾರೆ. ಯಾರಿಗಾದರೂ ಆಕ್ಷೇಪಣೆ ಇದ್ದಲ್ಲಿ ನಿಗದಿತ ದಿನಾಂಕದಂದು ನ್ಯಾಯಾಲಯಕ್ಕೆ ಹಾಜರಾಗಬೇಕು. [1347, 1779, 1523, 1808]
change-of-name-ad [779, 591, 964, 853]
event-item: 1) ಪ್ರಿ ಬಿಡ್ ಮೀಟಿಂಗ್: ದಿನಾಂಕ 23-10-2025 [47, 1883, 208, 1894]
notice-body: ಈ ಮೇಲ್ಕಾಣಿಸಿದ ಅರ್ಜಿದಾರರು ಜನನ ಮತ್ತು ಮರಣ ನೋಂದಣಿ ಕಾಯ್ದೆ 1969 ರ ಕಲಂ 13(3) ರ ಪ್ರಕಾರ ಅರ್ಜಿ ಸಲ್ಲಿಸಿರುತ್ತಾರೆ. ಯಾರಿಗಾದರೂ ಆಕ್ಷೇಪಣೆ ಇದ್ದಲ್ಲಿ ನಿಗದಿತ ದಿನಾಂಕದಂದು ನ್ಯಾಯಾಲಯಕ್ಕೆ ಹಾಜರಾಗಬೇಕು. [393, 1115, 550, 1153]
tender-url[interactable]: kppp.karnataka.gov.in [47, 2090, 147, 2101]
tender-title: ಲೋಕೋಪಯೋಗಿ ಇಲಾಖೆ ಧಾರವಾಡ ವಿಭಾಗ, ಧಾರವಾಡ [120, 1680, 480, 1703]
notice-heading: IN THE COURT OF THE CIVIL JUDGE & JMFC AT SIRUGUPPA [783, 1285, 930, 1304]
notice-heading: IN THE COURT OF THE CIVIL JUDGE & JMFC AT SIRUGUPPA [225, 530, 372, 549]
ad-line: I, SNEHAL VIPUL MIRJANKAR [1350, 1085, 1508, 1097]
event-item: 1) ಪ್ರಿ ಬಿಡ್ ಮೀಟಿಂಗ್: ದಿನಾಂಕ 23-10-2025 [47, 1974, 208, 1985]
court-notice [387, 157, 555, 516]
notice-body: Whereas the above named petitioner has filed the above petition against you under section 13(3) of Birth and Deaths Registration Act 1969 against the respondent for getting death certificate of the petitioner. Any person interested in the same may appear before this court in person or by pleader duly instructed on the date of hearing, failing which the petition will be heard and determined ex-parte. [393, 209, 550, 288]
indent-item: PWD/2025-26/RD/WORK_INDENT22686 [47, 1804, 213, 1814]
